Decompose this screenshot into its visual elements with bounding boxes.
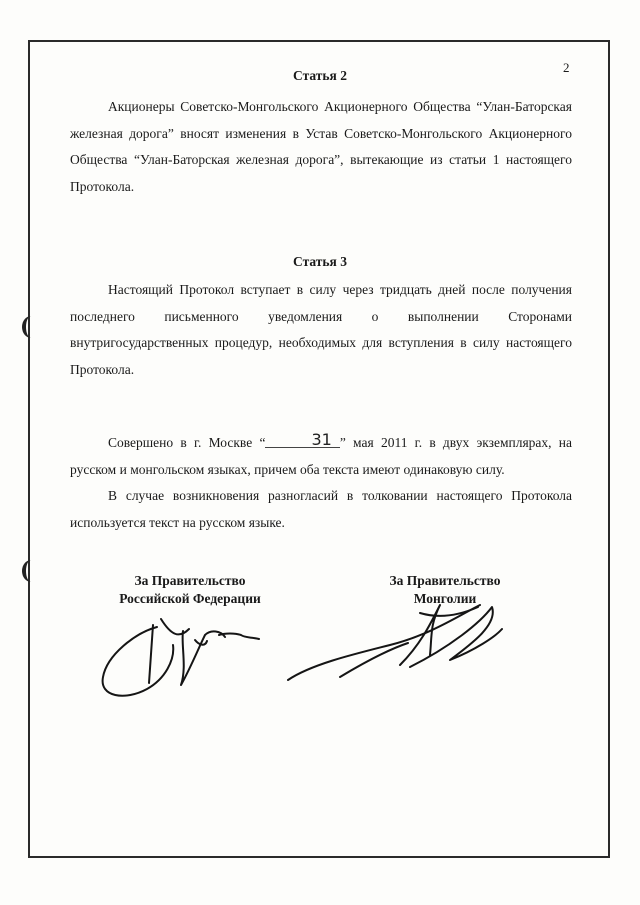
signature-title-line1: За Правительство	[134, 573, 246, 588]
punch-hole-mark	[22, 316, 40, 338]
closing-text-before: Совершено в г. Москве “	[108, 435, 266, 450]
page-number: 2	[563, 60, 570, 75]
signature-title-line1: За Правительство	[389, 573, 501, 588]
signature-russia	[95, 605, 265, 710]
disagreement-paragraph: В случае возникновения разногласий в толковании настоящего Протокола используется текст на русском языке.	[70, 488, 572, 530]
handwritten-day: 31	[265, 433, 339, 448]
article-2-text: Акционеры Советско-Монгольского Акционерного Общества “Улан-Баторская железная дорога” вносят изменения в Устав Советско-Монгольского Акционерного Общества “Улан-Баторская железная дорога”, вытекающие из статьи 1 настоящего Протокола.	[70, 99, 572, 194]
article-2-heading: Статья 2	[293, 68, 347, 83]
closing-paragraph	[70, 430, 572, 483]
article-3-text: Настоящий Протокол вступает в силу через тридцать дней после получения последнего письменного уведомления о выполнении Сторонами внутригосударственных процедур, необходимых для вступления в силу настоящего Протокола.	[70, 282, 572, 377]
closing-text-after: ” мая 2011 г. в двух экземплярах, на русском и монгольском языках, причем оба текста имеют одинаковую силу.	[70, 435, 572, 477]
signature-title-line2: Российской Федерации	[119, 591, 261, 606]
article-3-heading: Статья 3	[293, 254, 347, 269]
signature-mongolia	[280, 585, 510, 690]
punch-hole-mark	[22, 560, 40, 582]
signature-title-line2: Монголии	[413, 591, 477, 606]
signature-block-russia	[100, 572, 280, 608]
